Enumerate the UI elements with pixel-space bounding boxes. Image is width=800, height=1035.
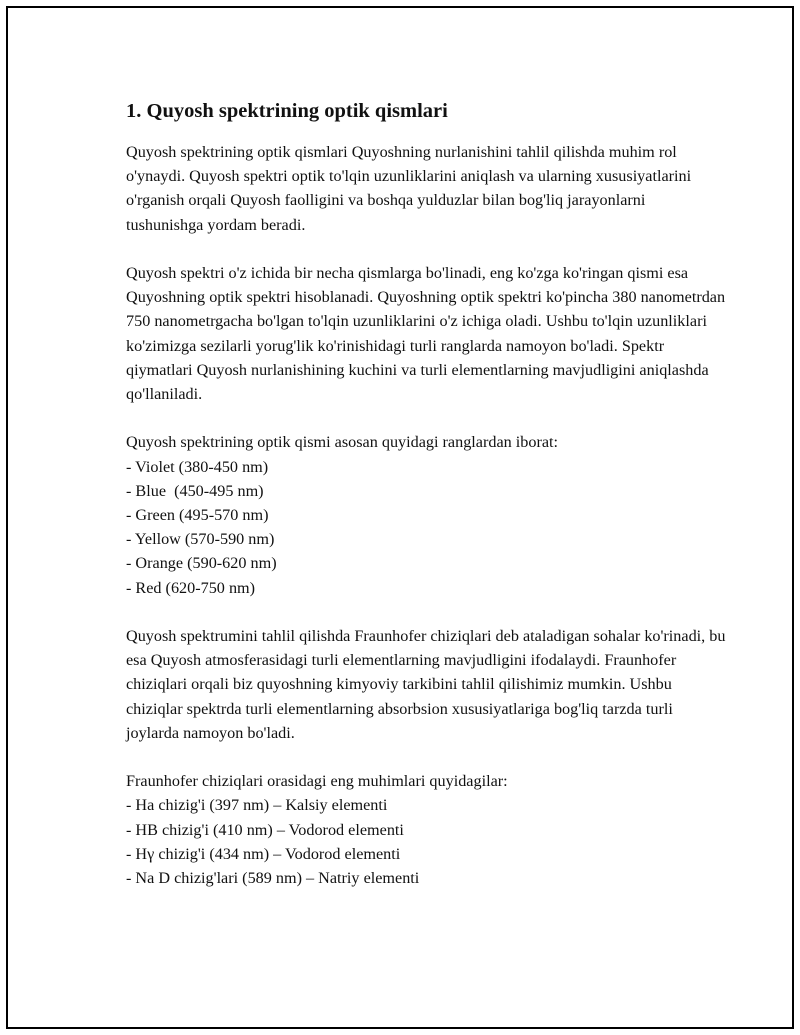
list-item-violet: - Violet (380-450 nm) xyxy=(126,457,269,476)
fraunhofer-lines-list xyxy=(126,793,726,890)
colors-list xyxy=(126,455,726,600)
list-item-red: - Red (620-750 nm) xyxy=(126,578,256,597)
list-item-hb-line: - HB chizig'i (410 nm) – Vodorod elementi xyxy=(126,820,404,839)
list-item-blue: - Blue (450-495 nm) xyxy=(126,481,264,500)
colors-intro: Quyosh spektrining optik qismi asosan quyidagi ranglardan iborat: xyxy=(126,433,559,452)
list-item-green: - Green (495-570 nm) xyxy=(126,506,269,525)
intro-paragraph: Quyosh spektrining optik qismlari Quyoshning nurlanishini tahlil qilishda muhim rol o'ynaydi. Quyosh spektri optik to'lqin uzunliklarini aniqlash va ularning xususiyatlarini o'rganish orqali Quyosh faolligini va boshqa yulduzlar bilan bog'liq jarayonlarni tushunishga yordam beradi. xyxy=(126,143,692,234)
list-item-hgamma-line: - Hγ chizig'i (434 nm) – Vodorod elementi xyxy=(126,844,401,863)
list-item-yellow: - Yellow (570-590 nm) xyxy=(126,530,275,549)
list-item-na-d-lines: - Na D chizig'lari (589 nm) – Natriy elementi xyxy=(126,869,420,888)
document-title: 1. Quyosh spektrining optik qismlari xyxy=(126,100,448,122)
list-item-orange: - Orange (590-620 nm) xyxy=(126,554,277,573)
spectrum-paragraph: Quyosh spektri o'z ichida bir necha qismlarga bo'linadi, eng ko'zga ko'ringan qismi esa Quyoshning optik spektri hisoblanadi. Quyoshning optik spektri ko'pincha 380 nanometrdan 750 nanometrgacha bo'lgan to'lqin uzunliklarini o'z ichiga oladi. Ushbu to'lqin uzunliklari ko'zimizga sezilarli yorug'lik ko'rinishidagi turli ranglarda namoyon bo'ladi. Spektr qiymatlari Quyosh nurlanishining kuchini va turli elementlarning mavjudligini aniqlashda qo'llaniladi. xyxy=(126,264,726,404)
page-frame xyxy=(6,6,794,1029)
document-body xyxy=(126,98,726,914)
list-item-ha-line: - Ha chizig'i (397 nm) – Kalsiy elementi xyxy=(126,796,388,815)
lines-intro: Fraunhofer chiziqlari orasidagi eng muhimlari quyidagilar: xyxy=(126,772,508,791)
fraunhofer-paragraph: Quyosh spektrumini tahlil qilishda Fraunhofer chiziqlari deb ataladigan sohalar ko'rinadi, bu esa Quyosh atmosferasidagi turli elementlarning mavjudligini ifodalaydi. Fraunhofer chiziqlari orqali biz quyoshning kimyoviy tarkibini tahlil qilishimiz mumkin. Ushbu chiziqlar spektrda turli elementlarning absorbsion xususiyatlariga bog'liq tarzda turli joylarda namoyon bo'ladi. xyxy=(126,627,726,742)
